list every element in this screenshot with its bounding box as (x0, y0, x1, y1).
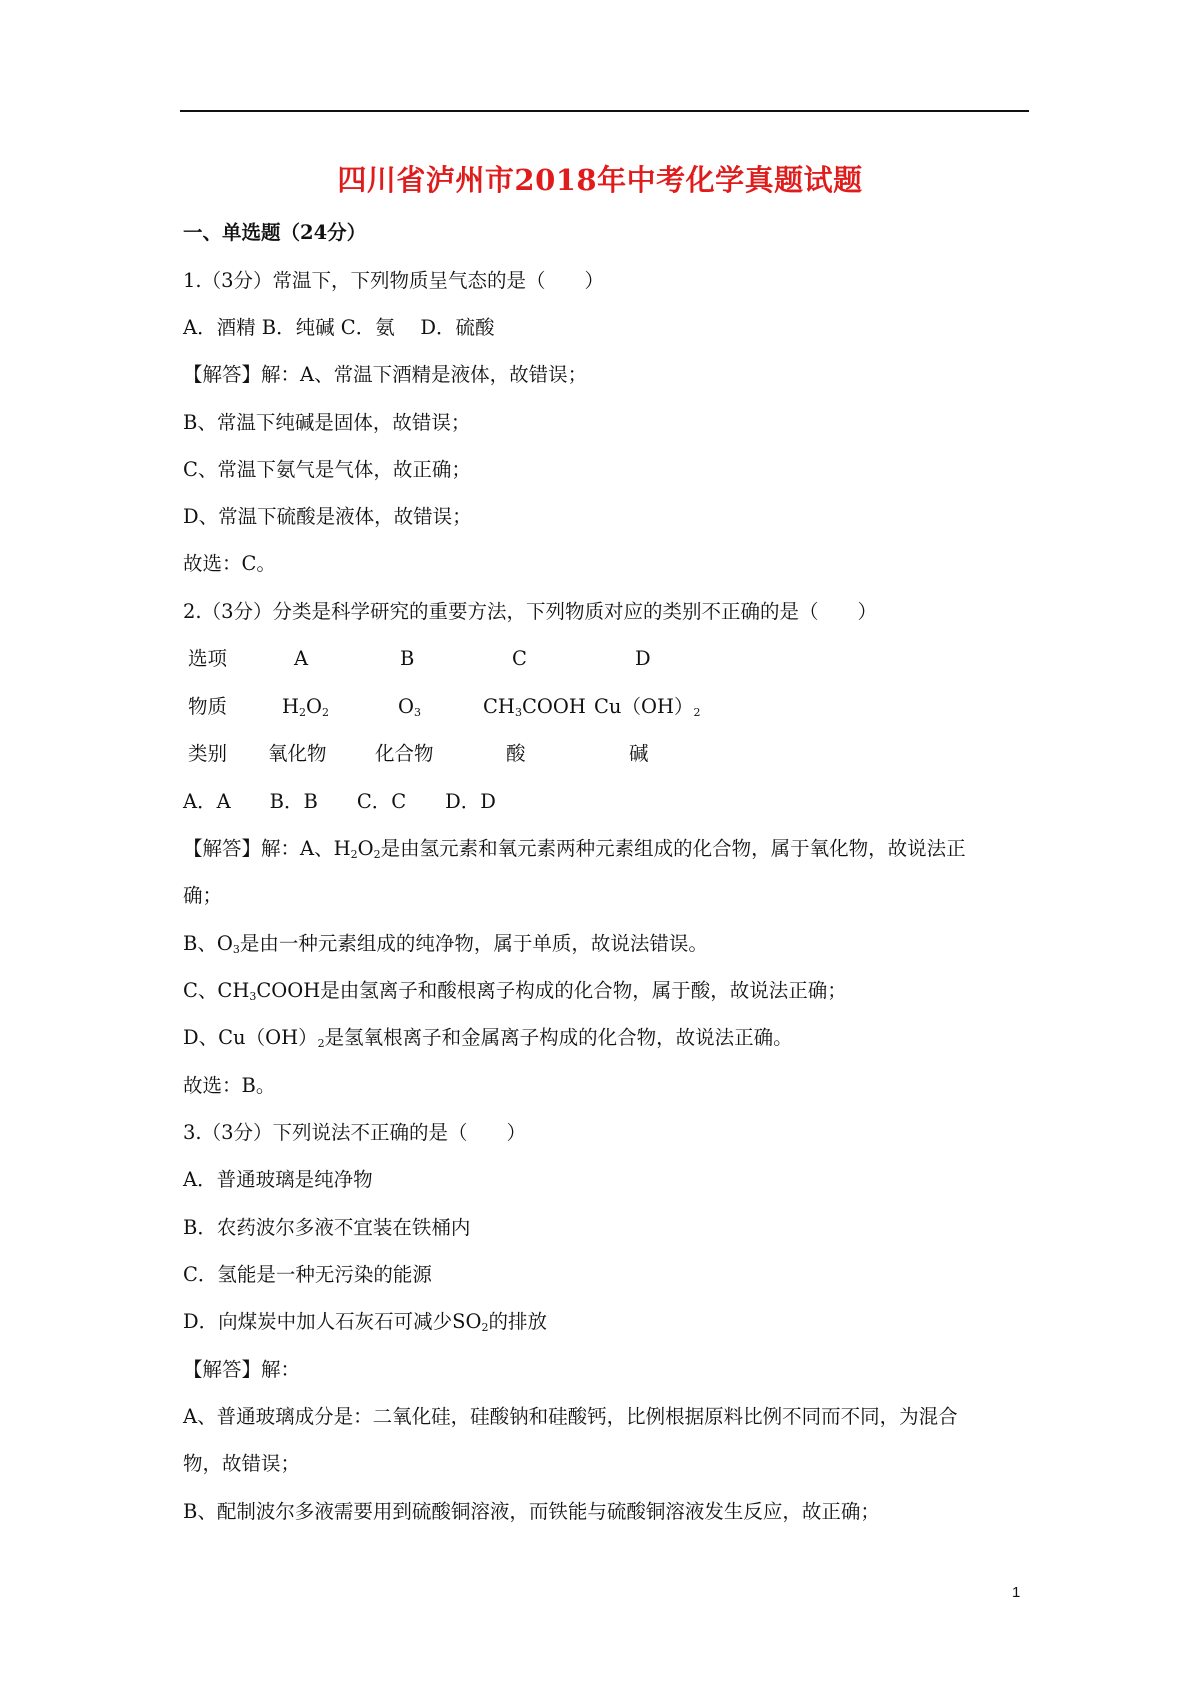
table-header-cell: 选项 (188, 647, 228, 670)
table-cell: 化合物 (375, 742, 434, 765)
table-cell-formula: $Cu(OH)_2$ (594, 695, 701, 719)
q3-option: B．农药波尔多液不宜装在铁桶内 (183, 1216, 471, 1239)
table-cell: 碱 (629, 742, 649, 765)
q1-stem: 1.（3分）常温下，下列物质呈气态的是（ ） (183, 269, 605, 292)
q2-answer-line: C、$CH_3COOH$是由氢离子和酸根离子构成的化合物，属于酸，故说法正确； (183, 979, 847, 1003)
table-cell-formula: $CH_3COOH$ (483, 695, 586, 719)
table-cell: 物质 (188, 695, 228, 718)
section-heading: 一、单选题（24分） (183, 221, 367, 244)
q2-answer-line: 【解答】解：A、$H_2O_2$是由氢元素和氧元素两种元素组成的化合物，属于氧化物，故说法正 (183, 837, 966, 861)
table-header-cell: C (512, 647, 527, 670)
q1-answer-line: B、常温下纯碱是固体，故错误； (183, 411, 471, 434)
q1-options: A．酒精 B．纯碱 C．氨 D．硫酸 (183, 316, 495, 339)
q3-answer-head: 【解答】解： (183, 1358, 301, 1381)
table-cell: 氧化物 (268, 742, 327, 765)
table-cell-formula: $H_2O_2$ (282, 695, 330, 719)
q3-answer-line: 物，故错误； (183, 1452, 301, 1475)
q1-answer-line: 【解答】解：A、常温下酒精是液体，故错误； (183, 363, 588, 386)
q2-stem: 2.（3分）分类是科学研究的重要方法，下列物质对应的类别不正确的是（ ） (183, 600, 878, 623)
table-cell: 酸 (506, 742, 526, 765)
table-cell: 类别 (188, 742, 228, 765)
q2-answer-line: 确； (183, 884, 223, 907)
page-number: 1 (1012, 1584, 1021, 1601)
table-header-cell: D (635, 647, 651, 670)
page-title: 四川省泸州市2018年中考化学真题试题 (337, 163, 863, 197)
q3-option: A．普通玻璃是纯净物 (183, 1168, 373, 1191)
q1-answer-line: C、常温下氨气是气体，故正确； (183, 458, 471, 481)
q2-answer-line: B、$O_3$是由一种元素组成的纯净物，属于单质，故说法错误。 (183, 932, 708, 956)
q3-stem: 3.（3分）下列说法不正确的是（ ） (183, 1121, 527, 1144)
table-header-cell: B (400, 647, 415, 670)
q1-answer-line: D、常温下硫酸是液体，故错误； (183, 505, 472, 528)
q2-choose: 故选：B。 (183, 1074, 276, 1097)
q3-option: C．氢能是一种无污染的能源 (183, 1263, 432, 1286)
q2-options: A．A B．B C．C D．D (183, 790, 496, 813)
table-cell-formula: $O_3$ (398, 695, 421, 719)
q1-answer-line: 故选：C。 (183, 552, 276, 575)
q3-option: D．向煤炭中加人石灰石可减少$SO_2$的排放 (183, 1310, 547, 1334)
q2-answer-line: D、$Cu(OH)_2$是氢氧根离子和金属离子构成的化合物，故说法正确。 (183, 1026, 793, 1050)
q3-answer-line: B、配制波尔多液需要用到硫酸铜溶液，而铁能与硫酸铜溶液发生反应，故正确； (183, 1500, 880, 1523)
header-rule (180, 110, 1029, 112)
table-header-cell: A (294, 647, 309, 670)
q3-answer-line: A、普通玻璃成分是：二氧化硅，硅酸钠和硅酸钙，比例根据原料比例不同而不同，为混合 (183, 1405, 958, 1428)
